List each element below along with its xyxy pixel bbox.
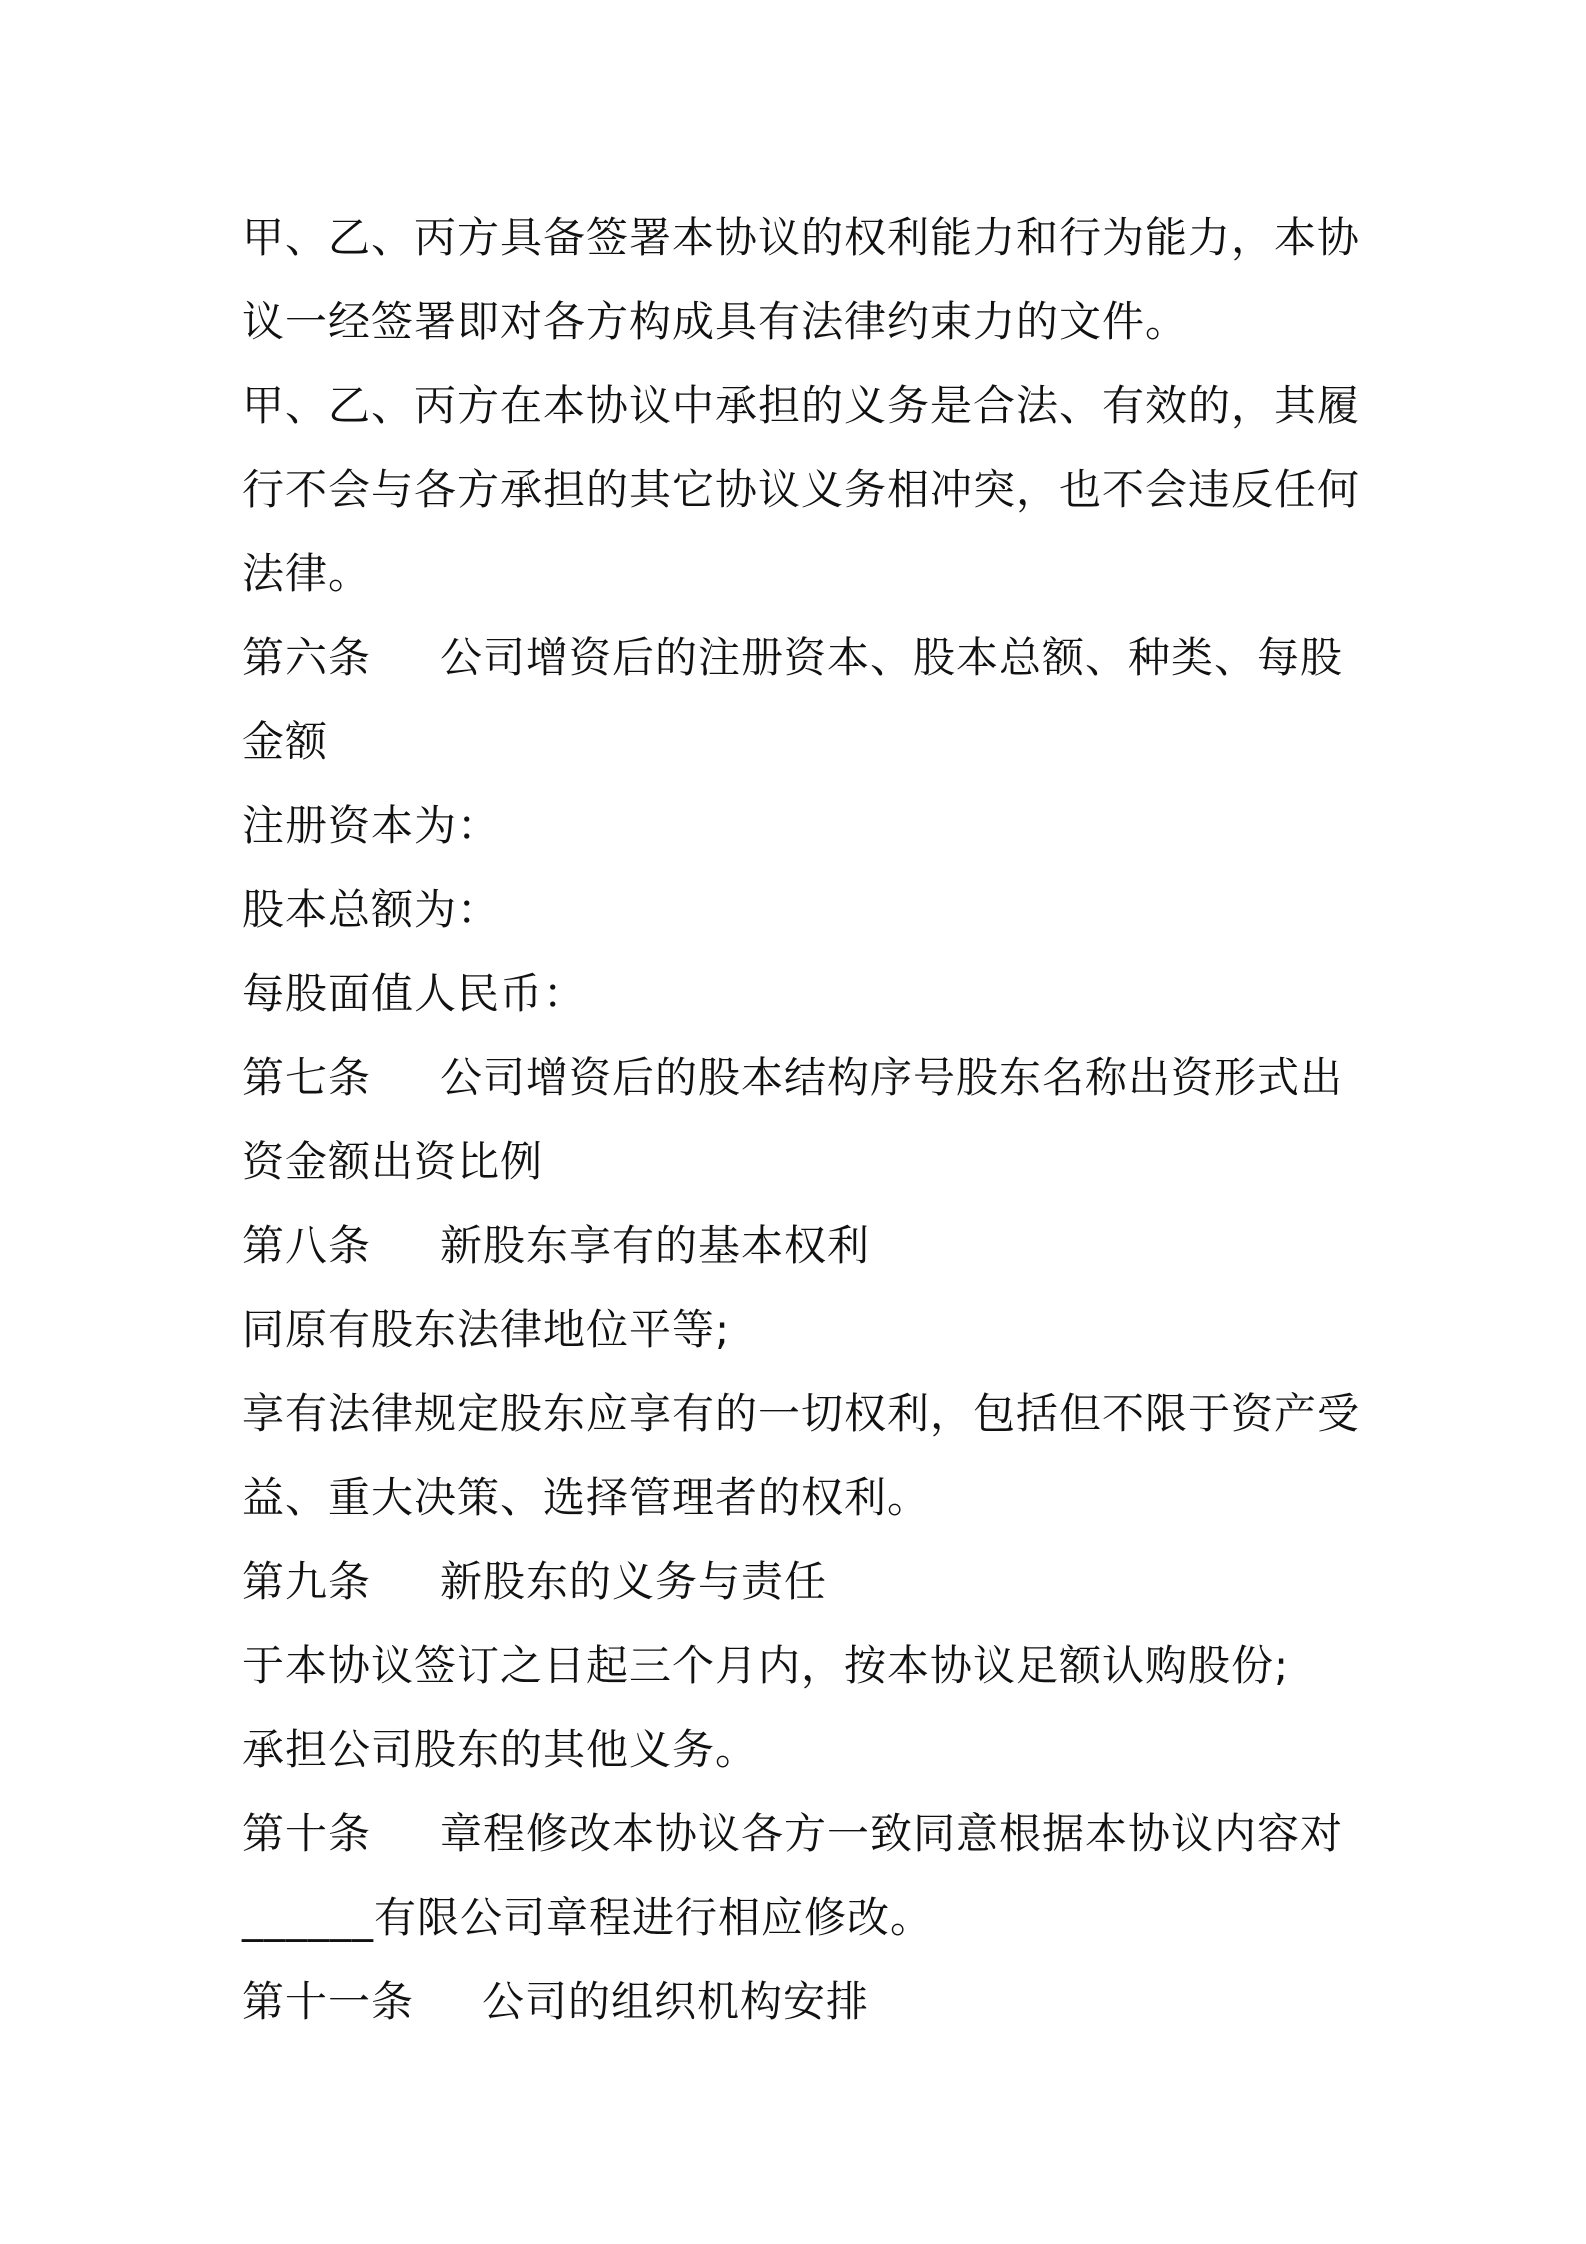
paragraph-line: 每股面值人民币： <box>242 969 587 1018</box>
article-8-heading <box>242 1204 1362 1288</box>
article-number: 第六条 <box>242 633 372 682</box>
paragraph-line: 益、重大决策、选择管理者的权利。 <box>242 1473 931 1522</box>
paragraph-line: 承担公司股东的其他义务。 <box>242 1725 759 1774</box>
article-title: 新股东的义务与责任 <box>440 1557 828 1606</box>
article-title: 章程修改本协议各方一致同意根据本协议内容对 <box>440 1809 1344 1858</box>
paragraph-line: 行不会与各方承担的其它协议义务相冲突，也不会违反任何 <box>242 465 1361 514</box>
article-10-heading <box>242 1792 1362 1876</box>
paragraph-line: ______有限公司章程进行相应修改。 <box>242 1893 934 1942</box>
article-title: 公司的组织机构安排 <box>482 1977 870 2026</box>
article-number: 第十条 <box>242 1809 372 1858</box>
article-6-heading <box>242 616 1362 700</box>
article-title: 公司增资后的注册资本、股本总额、种类、每股 <box>440 633 1344 682</box>
paragraph-line: 议一经签署即对各方构成具有法律约束力的文件。 <box>242 297 1189 346</box>
article-number: 第八条 <box>242 1221 372 1270</box>
article-number: 第九条 <box>242 1557 372 1606</box>
paragraph-line: 甲、乙、丙方在本协议中承担的义务是合法、有效的，其履 <box>242 381 1361 430</box>
paragraph-line: 同原有股东法律地位平等; <box>242 1305 731 1354</box>
article-9-heading <box>242 1540 1362 1624</box>
paragraph-line: 股本总额为： <box>242 885 501 934</box>
article-11-heading <box>242 1960 1362 2044</box>
paragraph-line: 资金额出资比例 <box>242 1137 544 1186</box>
paragraph-line: 甲、乙、丙方具备签署本协议的权利能力和行为能力，本协 <box>242 213 1361 262</box>
article-number: 第七条 <box>242 1053 372 1102</box>
article-number: 第十一条 <box>242 1977 415 2026</box>
paragraph-line: 于本协议签订之日起三个月内，按本协议足额认购股份; <box>242 1641 1290 1690</box>
article-7-heading <box>242 1036 1362 1120</box>
paragraph-line: 享有法律规定股东应享有的一切权利，包括但不限于资产受 <box>242 1389 1361 1438</box>
document-body <box>242 196 1362 2044</box>
paragraph-line: 注册资本为： <box>242 801 501 850</box>
paragraph-line: 法律。 <box>242 549 372 598</box>
article-title: 公司增资后的股本结构序号股东名称出资形式出 <box>440 1053 1344 1102</box>
article-title: 新股东享有的基本权利 <box>440 1221 871 1270</box>
paragraph-line: 金额 <box>242 717 329 766</box>
